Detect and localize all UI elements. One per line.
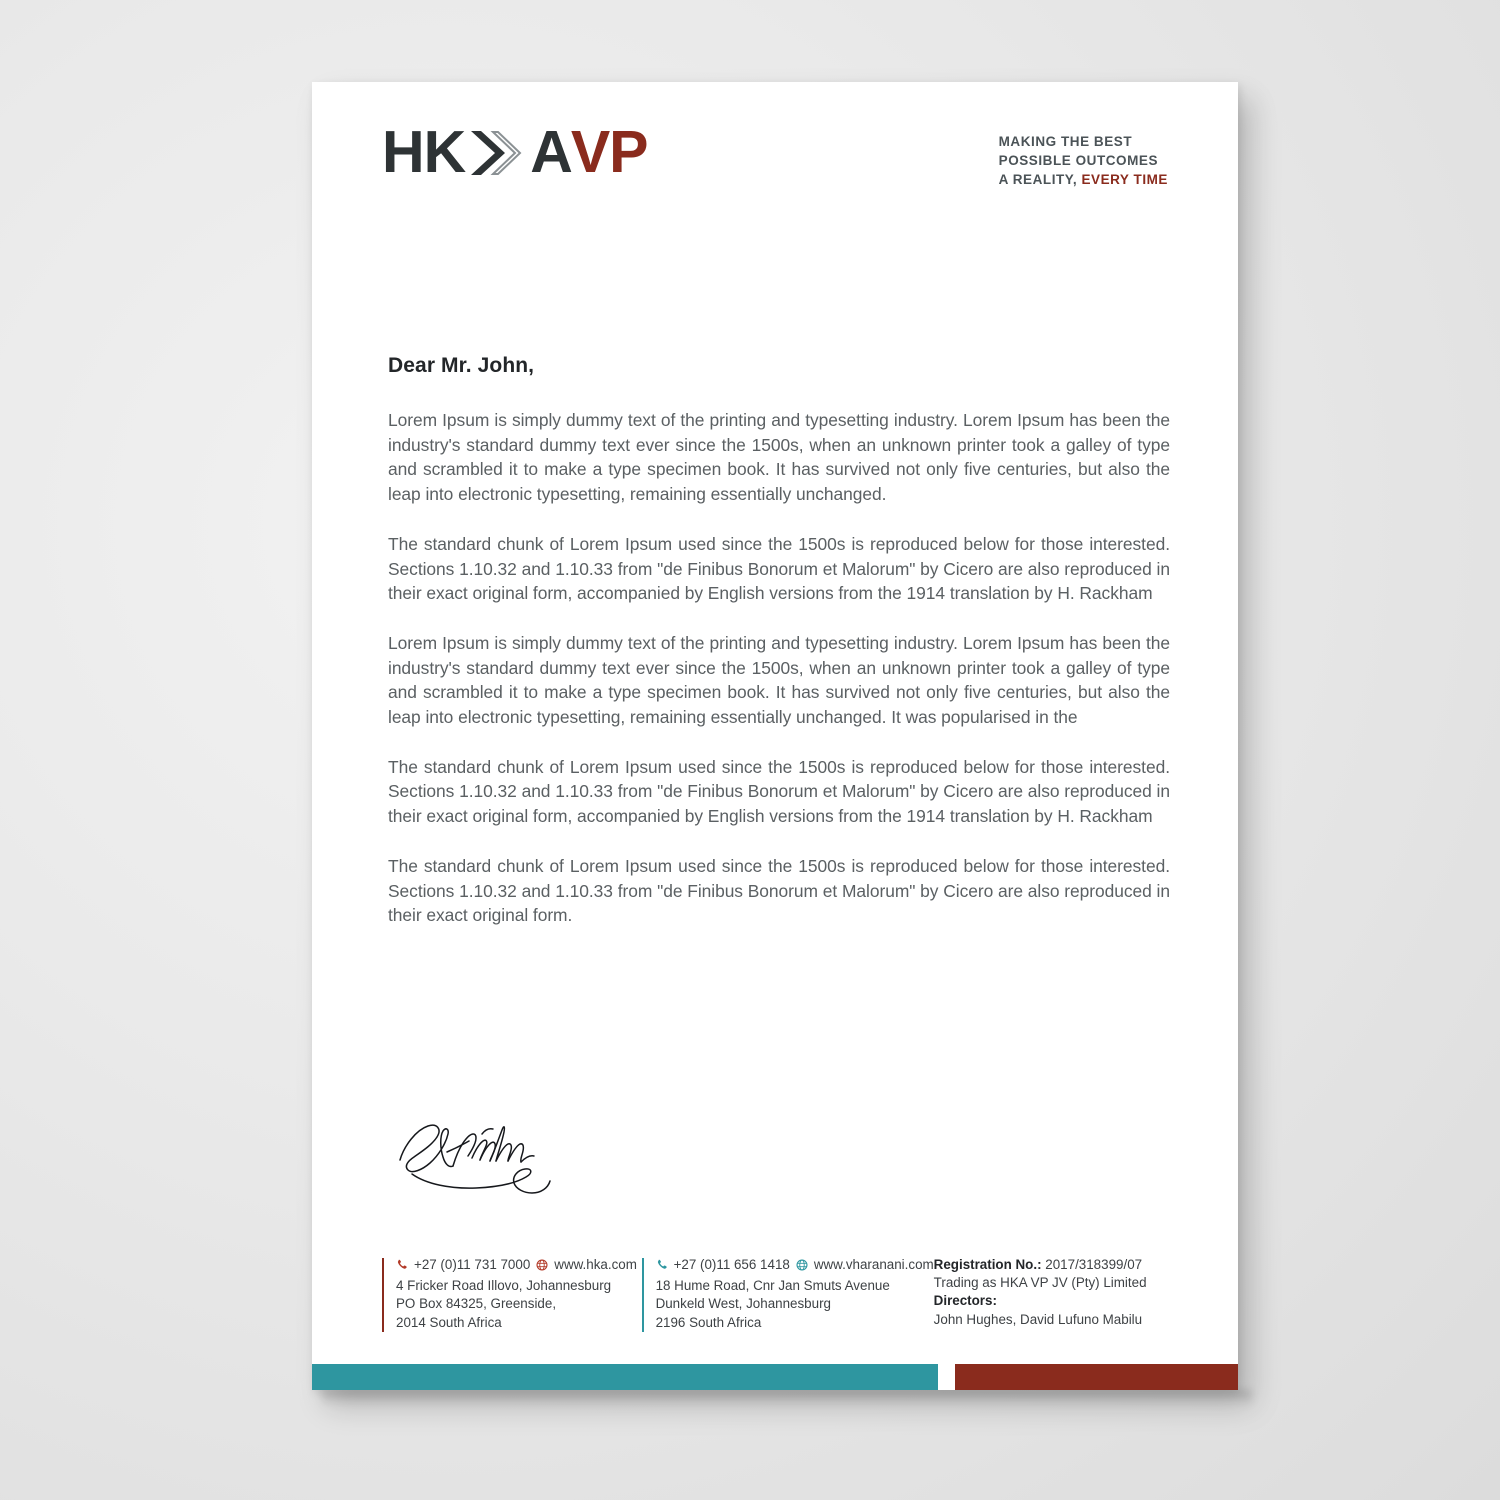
footer-bar-red xyxy=(955,1364,1238,1390)
logo-text-hk: HK xyxy=(382,118,466,185)
footer-phone[interactable]: +27 (0)11 656 1418 xyxy=(673,1257,790,1272)
phone-icon xyxy=(656,1259,668,1271)
page-drop-shadow xyxy=(322,1390,1252,1406)
column-rule xyxy=(642,1258,644,1332)
footer-contact-line xyxy=(396,1256,642,1274)
page-header xyxy=(312,82,1238,222)
letterhead-page xyxy=(312,82,1238,1390)
tagline-line-1: MAKING THE BEST xyxy=(998,134,1133,149)
body-paragraph: The standard chunk of Lorem Ipsum used since the 1500s is reproduced below for those interested. Sections 1.10.32 and 1.10.33 from "de Finibus Bonorum et Malorum" by Cicero are also reproduced in their exact original form, accompanied by English versions from the 1914 translation by H. Rackham xyxy=(388,756,1170,827)
tagline-line-3-accent: EVERY TIME xyxy=(1081,172,1168,188)
page-footer xyxy=(312,1256,1238,1348)
logo-text-a: A xyxy=(530,118,571,185)
footer-website[interactable]: www.hka.com xyxy=(554,1257,637,1272)
globe-icon xyxy=(796,1259,808,1271)
globe-icon xyxy=(536,1259,548,1271)
body-paragraph: Lorem Ipsum is simply dummy text of the printing and typesetting industry. Lorem Ipsum has been the industry's standard dummy text ever since the 1500s, when an unknown printer took a galley of type and scrambled it to make a type specimen book. It has survived not only five centuries, but also the leap into electronic typesetting, remaining essentially unchanged. xyxy=(388,410,1170,505)
salutation: Dear Mr. John, xyxy=(388,354,535,377)
tagline-line-3 xyxy=(999,170,1168,189)
registration-label: Registration No.: xyxy=(933,1257,1042,1272)
phone-icon xyxy=(396,1259,408,1271)
signature-image xyxy=(390,1108,570,1204)
brand-tagline xyxy=(999,132,1168,189)
tagline-line-3-plain: A REALITY, xyxy=(998,172,1078,188)
footer-bar-teal xyxy=(312,1364,938,1390)
footer-registration-column xyxy=(934,1256,1168,1329)
footer-address-line: 18 Hume Road, Cnr Jan Smuts Avenue xyxy=(655,1278,890,1294)
tagline-line-2: POSSIBLE OUTCOMES xyxy=(998,153,1159,169)
footer-address-line: Dunkeld West, Johannesburg xyxy=(655,1296,831,1312)
registration-value: 2017/318399/07 xyxy=(1045,1257,1143,1272)
footer-contact-column-vharanani xyxy=(642,1256,934,1332)
column-rule xyxy=(382,1258,384,1332)
footer-address-line: 4 Fricker Road Illovo, Johannesburg xyxy=(396,1278,612,1294)
footer-contact-line xyxy=(656,1256,934,1274)
footer-phone[interactable]: +27 (0)11 731 7000 xyxy=(414,1257,531,1272)
footer-contact-column-hka xyxy=(382,1256,642,1332)
body-paragraph: Lorem Ipsum is simply dummy text of the printing and typesetting industry. Lorem Ipsum has been the industry's standard dummy text ever since the 1500s, when an unknown printer took a galley of type and scrambled it to make a type specimen book. It has survived not only five centuries, but also the leap into electronic typesetting, remaining essentially unchanged. It was popularised in the xyxy=(388,632,1170,728)
footer-address-line: 2196 South Africa xyxy=(655,1314,762,1330)
company-logo xyxy=(382,118,648,185)
footer-address-line: 2014 South Africa xyxy=(396,1314,502,1330)
footer-website[interactable]: www.vharanani.com xyxy=(813,1257,934,1272)
body-paragraph: The standard chunk of Lorem Ipsum used since the 1500s is reproduced below for those interested. Sections 1.10.32 and 1.10.33 from "de Finibus Bonorum et Malorum" by Cicero are also reproduced in their exact original form, accompanied by English versions from the 1914 translation by H. Rackham xyxy=(388,533,1170,604)
body-paragraph: The standard chunk of Lorem Ipsum used since the 1500s is reproduced below for those interested. Sections 1.10.32 and 1.10.33 from "de Finibus Bonorum et Malorum" by Cicero are also reproduced in their exact original form. xyxy=(388,855,1170,926)
trading-as-line: Trading as HKA VP JV (Pty) Limited xyxy=(933,1275,1147,1291)
logo-text-vp: VP xyxy=(570,118,648,185)
letter-body xyxy=(388,354,1170,928)
registration-line xyxy=(934,1256,1168,1274)
double-chevron-right-icon xyxy=(469,129,527,177)
footer-address-line: PO Box 84325, Greenside, xyxy=(396,1296,557,1312)
directors-label: Directors: xyxy=(933,1293,997,1309)
directors-value: John Hughes, David Lufuno Mabilu xyxy=(933,1311,1143,1327)
